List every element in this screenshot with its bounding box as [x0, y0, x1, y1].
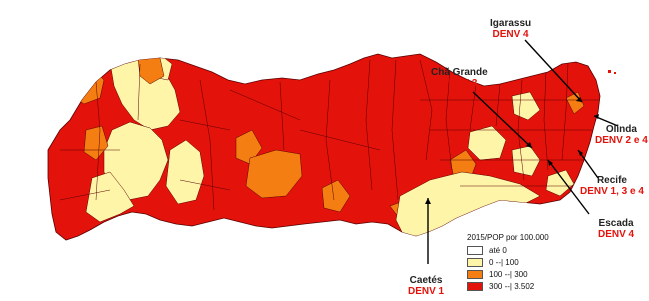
legend-label: até 0: [489, 245, 507, 255]
legend-swatch-mid: [467, 270, 483, 279]
region-orange-north-1: [68, 68, 104, 104]
island-1: [608, 70, 611, 73]
label-caetes-city: Caetés: [409, 275, 443, 286]
label-caetes: [408, 275, 444, 297]
label-igarassu-serotype: DENV 4: [492, 29, 529, 40]
label-caetes-serotype: DENV 1: [408, 286, 445, 297]
legend-swatch-none: [467, 246, 483, 255]
label-escada-serotype: DENV 4: [598, 229, 635, 240]
label-igarassu-city: Igarassu: [490, 18, 532, 29]
map-legend: [467, 233, 549, 292]
label-cha-grande: [431, 67, 488, 89]
legend-item: [467, 256, 549, 268]
label-recife-city: Recife: [596, 175, 627, 186]
legend-swatch-low: [467, 258, 483, 267]
label-recife: [580, 175, 644, 197]
legend-swatch-high: [467, 282, 483, 291]
legend-item: [467, 244, 549, 256]
label-olinda: [595, 124, 648, 146]
label-recife-serotype: DENV 1, 3 e 4: [580, 186, 644, 197]
legend-label: 100 --| 300: [489, 269, 528, 279]
label-cha-grande-city: Chã Grande: [431, 67, 488, 78]
legend-title: 2015/POP por 100.000: [467, 233, 549, 242]
label-cha-grande-serotype: DENV 3: [441, 78, 478, 89]
label-olinda-city: Olinda: [605, 124, 637, 135]
label-igarassu: [490, 18, 531, 40]
island-2: [614, 72, 616, 74]
label-olinda-serotype: DENV 2 e 4: [595, 135, 648, 146]
legend-item: [467, 268, 549, 280]
label-escada: [598, 218, 634, 240]
label-escada-city: Escada: [598, 218, 634, 229]
legend-label: 300 --| 3.502: [489, 281, 535, 291]
legend-item: [467, 280, 549, 292]
legend-label: 0 --| 100: [489, 257, 519, 267]
